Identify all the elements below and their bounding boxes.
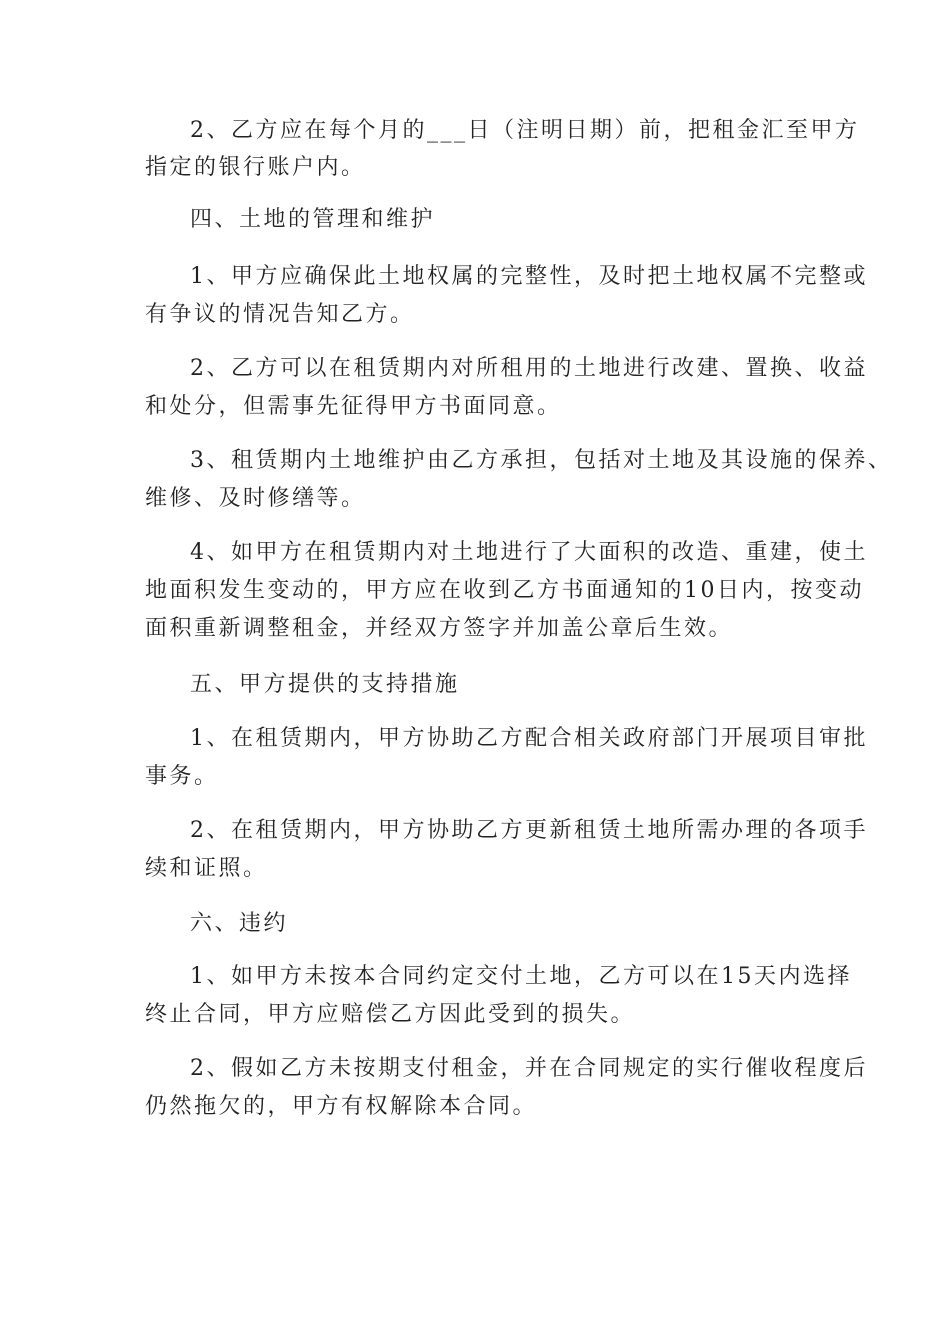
clause-4-4-line-3: 面积重新调整租金，并经双方签字并加盖公章后生效。	[145, 616, 734, 641]
section-heading-5: 五、甲方提供的支持措施	[190, 672, 460, 697]
clause-6-1-line-1: 1、如甲方未按本合同约定交付土地，乙方可以在15天内选择	[190, 964, 852, 989]
clause-5-2-line-1: 2、在租赁期内，甲方协助乙方更新租赁土地所需办理的各项手	[190, 818, 868, 843]
clause-5-2-line-2: 续和证照。	[145, 856, 268, 881]
clause-4-1-line-1: 1、甲方应确保此土地权属的完整性，及时把土地权属不完整或	[190, 264, 868, 289]
clause-6-1-line-2: 终止合同，甲方应赔偿乙方因此受到的损失。	[145, 1002, 636, 1027]
clause-5-1-line-1: 1、在租赁期内，甲方协助乙方配合相关政府部门开展项目审批	[190, 726, 868, 751]
clause-4-3-line-1: 3、租赁期内土地维护由乙方承担，包括对土地及其设施的保养、	[190, 448, 893, 473]
clause-4-3-line-2: 维修、及时修缮等。	[145, 486, 366, 511]
clause-6-2-line-2: 仍然拖欠的，甲方有权解除本合同。	[145, 1094, 538, 1119]
clause-3-2-line-1: 2、乙方应在每个月的___日（注明日期）前，把租金汇至甲方	[190, 118, 860, 143]
clause-4-1-line-2: 有争议的情况告知乙方。	[145, 302, 415, 327]
clause-3-2-line-2: 指定的银行账户内。	[145, 155, 366, 180]
clause-4-2-line-1: 2、乙方可以在租赁期内对所租用的土地进行改建、置换、收益	[190, 356, 868, 381]
clause-6-2-line-1: 2、假如乙方未按期支付租金，并在合同规定的实行催收程度后	[190, 1056, 868, 1081]
clause-4-2-line-2: 和处分，但需事先征得甲方书面同意。	[145, 394, 562, 419]
section-heading-6: 六、违约	[190, 911, 289, 936]
section-heading-4: 四、土地的管理和维护	[190, 207, 436, 232]
clause-4-4-line-1: 4、如甲方在租赁期内对土地进行了大面积的改造、重建，使土	[190, 540, 868, 565]
clause-4-4-line-2: 地面积发生变动的，甲方应在收到乙方书面通知的10日内，按变动	[145, 578, 864, 603]
clause-5-1-line-2: 事务。	[145, 764, 219, 789]
